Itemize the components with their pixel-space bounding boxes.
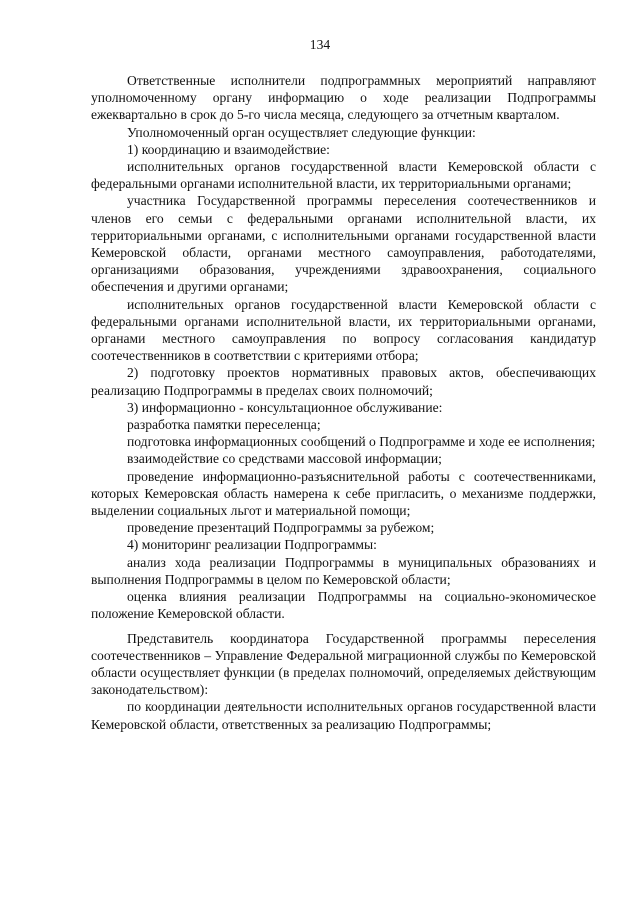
paragraph: Ответственные исполнители подпрограммных мероприятий направляют уполномоченному органу информацию о ходе реализации Подпрограммы ежеквартально в срок до 5-го числа месяца, следующего за отчетным кварталом. xyxy=(91,73,596,123)
paragraph: 2) подготовку проектов нормативных правовых актов, обеспечивающих реализацию Подпрограммы в пределах своих полномочий; xyxy=(91,365,596,398)
document-body xyxy=(91,72,596,733)
paragraph: исполнительных органов государственной власти Кемеровской области с федеральными органами исполнительной власти, их территориальными органами, органами местного самоуправления по вопросу согласования кандидатур соотечественников в соответствии с критериями отбора; xyxy=(91,296,596,364)
paragraph: 1) координацию и взаимодействие: xyxy=(127,141,330,157)
paragraph: разработка памятки переселенца; xyxy=(127,417,321,433)
paragraph: исполнительных органов государственной власти Кемеровской области с федеральными органами исполнительной власти, их территориальными органами; xyxy=(91,159,596,192)
paragraph: проведение презентаций Подпрограммы за рубежом; xyxy=(127,520,435,536)
paragraph: Уполномоченный орган осуществляет следующие функции: xyxy=(127,124,476,140)
paragraph: Представитель координатора Государственной программы переселения соотечественников – Управление Федеральной миграционной службы по Кемеровской области осуществляет функции (в пределах полномочий, определяемых действующим законодательством): xyxy=(91,630,596,698)
paragraph: взаимодействие со средствами массовой информации; xyxy=(127,451,442,467)
paragraph: подготовка информационных сообщений о Подпрограмме и ходе ее исполнения; xyxy=(127,434,596,450)
page-number: 134 xyxy=(309,37,331,52)
paragraph: по координации деятельности исполнительных органов государственной власти Кемеровской области, ответственных за реализацию Подпрограммы; xyxy=(91,699,596,732)
paragraph: 3) информационно - консультационное обслуживание: xyxy=(127,399,443,415)
paragraph: анализ хода реализации Подпрограммы в муниципальных образованиях и выполнения Подпрограммы в целом по Кемеровской области; xyxy=(91,554,596,587)
paragraph: оценка влияния реализации Подпрограммы на социально-экономическое положение Кемеровской области. xyxy=(91,589,596,622)
paragraph: проведение информационно-разъяснительной работы с соотечественниками, которых Кемеровская область намерена к себе пригласить, о механизме поддержки, выделении социальных льгот и материальной помощи; xyxy=(91,468,596,519)
paragraph: 4) мониторинг реализации Подпрограммы: xyxy=(127,537,377,553)
paragraph: участника Государственной программы переселения соотечественников и членов его семьи с федеральными органами исполнительной власти, их территориальными органами, с исполнительными органами государственной власти Кемеровской области, органами местного самоуправления, работодателями, организациями образования, учреждениями здравоохранения, социального обеспечения и другими органами; xyxy=(91,193,596,295)
